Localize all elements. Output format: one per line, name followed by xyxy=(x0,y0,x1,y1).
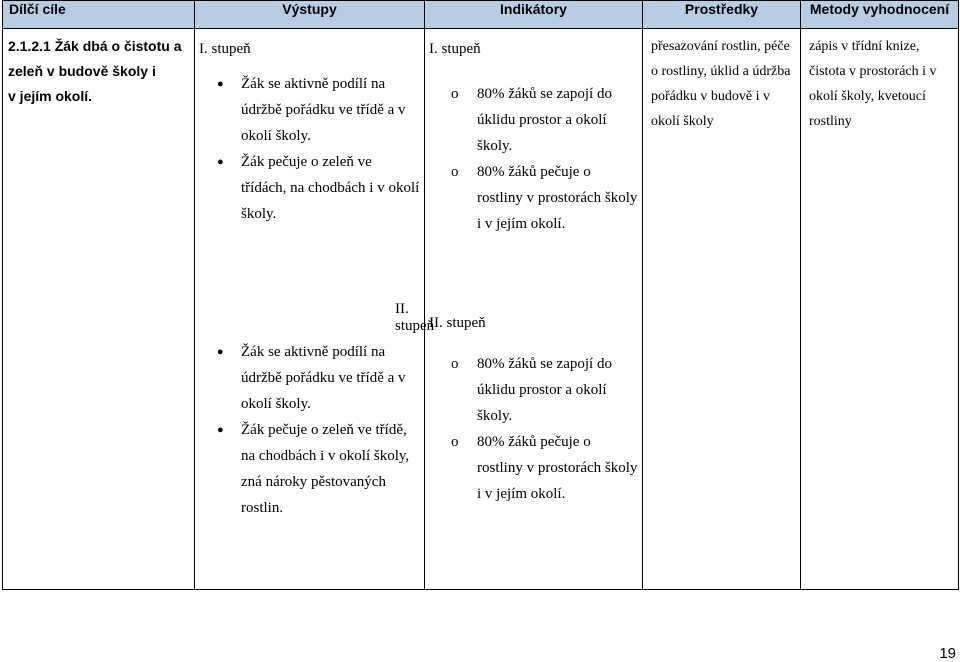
list-item: o 80% žáků pečuje o rostliny v prostorách školy i v jejím okolí. xyxy=(425,159,642,237)
goals-table xyxy=(2,0,959,590)
bullet-icon: ● xyxy=(217,156,224,168)
header-means: Prostředky xyxy=(643,1,801,29)
circle-bullet-icon: o xyxy=(451,164,459,180)
evaluation-cell xyxy=(801,29,959,590)
circle-bullet-icon: o xyxy=(451,434,459,450)
circle-bullet-icon: o xyxy=(451,356,459,372)
header-indicators: Indikátory xyxy=(425,1,643,29)
list-item: o 80% žáků pečuje o rostliny v prostorách školy i v jejím okolí. xyxy=(425,429,642,507)
goal-cell xyxy=(3,29,195,590)
evaluation-text: zápis v třídní knize, čistota v prostorách i v okolí školy, kvetoucí rostliny xyxy=(809,39,937,129)
header-evaluation: Metody vyhodnocení xyxy=(801,1,959,29)
list-item: ● Žák se aktivně podílí na údržbě pořádku ve třídě a v okolí školy. xyxy=(195,339,424,417)
bullet-icon: ● xyxy=(217,424,224,436)
indicators-stage2-label: II. stupeň xyxy=(429,315,486,331)
goal-line: zeleň v budově školy i xyxy=(8,63,156,79)
header-goals: Dílčí cíle xyxy=(3,1,195,29)
header-row xyxy=(3,1,959,29)
means-cell xyxy=(643,29,801,590)
list-item: ● Žák pečuje o zeleň ve třídách, na chodbách i v okolí školy. xyxy=(195,149,424,227)
indicators-stage1-label: I. stupeň xyxy=(429,41,481,57)
table-row xyxy=(3,29,959,590)
goal-line: v jejím okolí. xyxy=(8,88,93,104)
indicators-cell xyxy=(425,29,643,590)
list-item: o 80% žáků se zapojí do úklidu prostor a okolí školy. xyxy=(425,351,642,429)
list-item: o 80% žáků se zapojí do úklidu prostor a okolí školy. xyxy=(425,81,642,159)
bullet-icon: ● xyxy=(217,78,224,90)
outputs-cell xyxy=(195,29,435,590)
list-item: ● Žák se aktivně podílí na údržbě pořádku ve třídě a v okolí školy. xyxy=(195,71,424,149)
circle-bullet-icon: o xyxy=(451,86,459,102)
means-text: přesazování rostlin, péče o rostliny, úklid a údržba pořádku v budově i v okolí školy xyxy=(651,39,791,129)
bullet-icon: ● xyxy=(217,346,224,358)
outputs-stage2-label: II. stupeň xyxy=(395,301,435,334)
header-outputs: Výstupy xyxy=(195,1,425,29)
outputs-stage1-label: I. stupeň xyxy=(199,41,251,57)
page-number: 19 xyxy=(939,645,956,662)
goal-line: 2.1.2.1 Žák dbá o čistotu a xyxy=(8,38,182,54)
list-item: ● Žák pečuje o zeleň ve třídě, na chodbách i v okolí školy, zná nároky pěstovaných rostlin. xyxy=(195,417,424,521)
